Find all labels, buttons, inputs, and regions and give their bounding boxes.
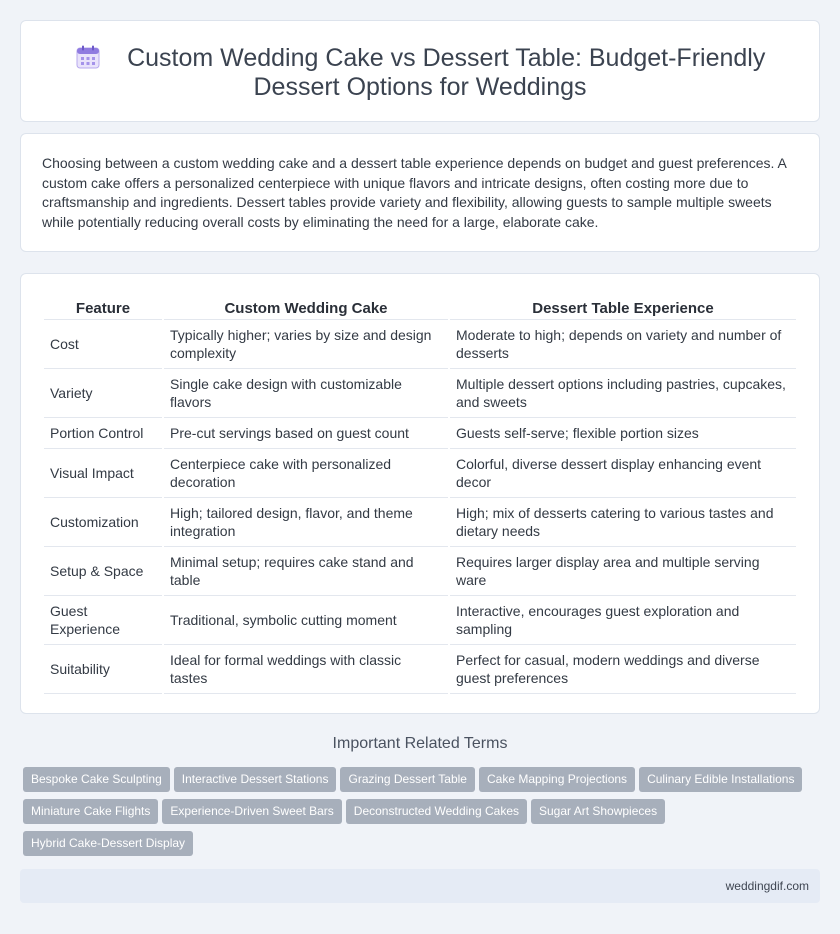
dessert-table-cell: High; mix of desserts catering to various tastes and dietary needs <box>450 498 796 547</box>
cake-cell: Traditional, symbolic cutting moment <box>164 596 448 645</box>
header-dessert-table: Dessert Table Experience <box>450 294 796 320</box>
feature-cell: Visual Impact <box>44 449 162 498</box>
table-row <box>44 547 796 596</box>
cake-cell: Ideal for formal weddings with classic tastes <box>164 645 448 694</box>
header-card <box>20 20 820 122</box>
calendar-icon <box>75 44 101 70</box>
dessert-table-cell: Guests self-serve; flexible portion sizes <box>450 418 796 449</box>
table-row <box>44 596 796 645</box>
cake-cell: High; tailored design, flavor, and theme integration <box>164 498 448 547</box>
footer-site-link[interactable]: weddingdif.com <box>725 879 809 893</box>
related-term-tag[interactable]: Culinary Edible Installations <box>639 767 802 792</box>
table-row <box>44 418 796 449</box>
dessert-table-cell: Moderate to high; depends on variety and number of desserts <box>450 320 796 369</box>
intro-paragraph: Choosing between a custom wedding cake and a dessert table experience depends on budget and guest preferences. A custom cake offers a personalized centerpiece with unique flavors and intricate designs, often costing more due to craftsmanship and ingredients. Dessert tables provide variety and flexibility, allowing guests to sample multiple sweets while potentially reducing overall costs by eliminating the need for a large, elaborate cake. <box>42 155 787 230</box>
comparison-table <box>42 294 798 694</box>
dessert-table-cell: Requires larger display area and multiple serving ware <box>450 547 796 596</box>
dessert-table-cell: Interactive, encourages guest exploration and sampling <box>450 596 796 645</box>
dessert-table-cell: Perfect for casual, modern weddings and diverse guest preferences <box>450 645 796 694</box>
related-term-tag[interactable]: Bespoke Cake Sculpting <box>23 767 170 792</box>
cake-cell: Typically higher; varies by size and design complexity <box>164 320 448 369</box>
table-row <box>44 498 796 547</box>
related-term-tag[interactable]: Experience-Driven Sweet Bars <box>162 799 341 824</box>
related-term-tag[interactable]: Hybrid Cake-Dessert Display <box>23 831 193 856</box>
related-term-tag[interactable]: Miniature Cake Flights <box>23 799 158 824</box>
feature-cell: Cost <box>44 320 162 369</box>
feature-cell: Customization <box>44 498 162 547</box>
feature-cell: Setup & Space <box>44 547 162 596</box>
related-terms-list <box>23 767 823 863</box>
feature-cell: Variety <box>44 369 162 418</box>
cake-cell: Pre-cut servings based on guest count <box>164 418 448 449</box>
related-term-tag[interactable]: Cake Mapping Projections <box>479 767 635 792</box>
related-term-tag[interactable]: Deconstructed Wedding Cakes <box>346 799 527 824</box>
table-header-row <box>44 294 796 320</box>
footer-bar <box>20 869 820 903</box>
feature-cell: Guest Experience <box>44 596 162 645</box>
related-terms-heading: Important Related Terms <box>332 735 508 752</box>
header-custom-cake: Custom Wedding Cake <box>164 294 448 320</box>
related-term-tag[interactable]: Interactive Dessert Stations <box>174 767 337 792</box>
related-term-tag[interactable]: Sugar Art Showpieces <box>531 799 665 824</box>
feature-cell: Suitability <box>44 645 162 694</box>
table-row <box>44 449 796 498</box>
cake-cell: Minimal setup; requires cake stand and table <box>164 547 448 596</box>
cake-cell: Single cake design with customizable flavors <box>164 369 448 418</box>
dessert-table-cell: Colorful, diverse dessert display enhancing event decor <box>450 449 796 498</box>
feature-cell: Portion Control <box>44 418 162 449</box>
comparison-card <box>20 273 820 714</box>
related-term-tag[interactable]: Grazing Dessert Table <box>340 767 475 792</box>
dessert-table-cell: Multiple dessert options including pastries, cupcakes, and sweets <box>450 369 796 418</box>
table-row <box>44 645 796 694</box>
cake-cell: Centerpiece cake with personalized decoration <box>164 449 448 498</box>
table-row <box>44 320 796 369</box>
table-row <box>44 369 796 418</box>
page-title: Custom Wedding Cake vs Dessert Table: Budget-Friendly Dessert Options for Weddings <box>127 44 766 101</box>
intro-card <box>20 133 820 252</box>
header-feature: Feature <box>44 294 162 320</box>
title-wrap <box>51 44 789 102</box>
